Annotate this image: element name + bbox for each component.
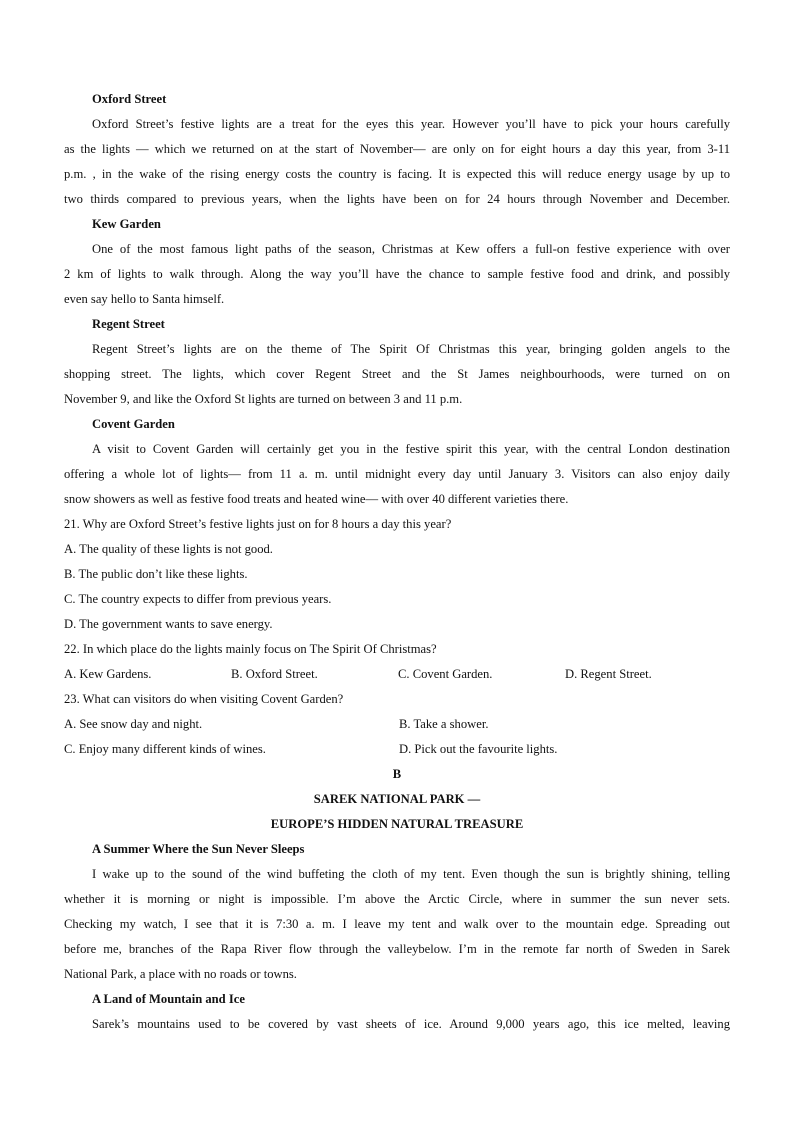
- paragraph-line: Checking my watch, I see that it is 7:30 a. m. I leave my tent and walk over to the mountain edge. Spreading out: [64, 917, 730, 931]
- heading-land-of-mountain-and-ice: A Land of Mountain and Ice: [92, 992, 245, 1006]
- paragraph-line: One of the most famous light paths of the season, Christmas at Kew offers a full-on festive experience with over: [92, 242, 730, 256]
- section-b-title-line-2: EUROPE’S HIDDEN NATURAL TREASURE: [270, 817, 524, 831]
- paragraph-line: snow showers as well as festive food treats and heated wine— with over 40 different varieties there.: [64, 492, 569, 506]
- question-22-option-c: C. Covent Garden.: [398, 667, 493, 681]
- question-23-option-d: D. Pick out the favourite lights.: [399, 742, 558, 756]
- paragraph-line: whether it is morning or night is impossible. I’m above the Arctic Circle, where in summer the sun never sets.: [64, 892, 730, 906]
- question-23-option-c: C. Enjoy many different kinds of wines.: [64, 742, 266, 756]
- question-21-option-b: B. The public don’t like these lights.: [64, 567, 248, 581]
- question-21-option-c: C. The country expects to differ from previous years.: [64, 592, 332, 606]
- heading-regent-street: Regent Street: [92, 317, 165, 331]
- question-21-option-d: D. The government wants to save energy.: [64, 617, 273, 631]
- paragraph-line: Oxford Street’s festive lights are a treat for the eyes this year. However you’ll have to pick your hours carefully: [92, 117, 730, 131]
- question-22-options: [64, 662, 730, 687]
- question-21-option-a: A. The quality of these lights is not good.: [64, 542, 273, 556]
- paragraph-line: two thirds compared to previous years, when the lights have been on for 24 hours through November and December.: [64, 192, 730, 206]
- heading-oxford-street: Oxford Street: [92, 92, 167, 106]
- document-page: [64, 87, 730, 1037]
- heading-covent-garden: Covent Garden: [92, 417, 175, 431]
- paragraph-line: Regent Street’s lights are on the theme of The Spirit Of Christmas this year, bringing golden angels to the: [92, 342, 730, 356]
- paragraph-line: Sarek’s mountains used to be covered by vast sheets of ice. Around 9,000 years ago, this ice melted, leaving: [92, 1017, 730, 1031]
- paragraph-line: A visit to Covent Garden will certainly get you in the festive spirit this year, with the central London destination: [92, 442, 730, 456]
- heading-summer: A Summer Where the Sun Never Sleeps: [92, 842, 305, 856]
- paragraph-line: National Park, a place with no roads or towns.: [64, 967, 297, 981]
- paragraph-line: before me, branches of the Rapa River flow through the valleybelow. I’m in the remote far north of Sweden in Sarek: [64, 942, 730, 956]
- question-22-option-b: B. Oxford Street.: [231, 667, 318, 681]
- question-22-option-a: A. Kew Gardens.: [64, 667, 152, 681]
- paragraph-line: p.m. , in the wake of the rising energy costs the country is facing. It is expected this will reduce energy usage by up to: [64, 167, 730, 181]
- paragraph-line: I wake up to the sound of the wind buffeting the cloth of my tent. Even though the sun is brightly shining, telling: [92, 867, 730, 881]
- paragraph-line: even say hello to Santa himself.: [64, 292, 225, 306]
- question-23-option-b: B. Take a shower.: [399, 717, 489, 731]
- question-23-options-row-1: [64, 712, 730, 737]
- question-23-option-a: A. See snow day and night.: [64, 717, 203, 731]
- question-22-stem: 22. In which place do the lights mainly focus on The Spirit Of Christmas?: [64, 642, 437, 656]
- paragraph-line: shopping street. The lights, which cover Regent Street and the St James neighbourhoods, were turned on on: [64, 367, 730, 381]
- section-b-label: B: [392, 767, 402, 781]
- question-22-option-d: D. Regent Street.: [565, 667, 652, 681]
- paragraph-line: as the lights — which we returned on at the start of November— are only on for eight hours a day this year, from 3-11: [64, 142, 730, 156]
- question-23-stem: 23. What can visitors do when visiting Covent Garden?: [64, 692, 344, 706]
- heading-kew-garden: Kew Garden: [92, 217, 161, 231]
- section-b-title-line-1: SAREK NATIONAL PARK —: [313, 792, 481, 806]
- paragraph-line: November 9, and like the Oxford St lights are turned on between 3 and 11 p.m.: [64, 392, 463, 406]
- paragraph-line: offering a whole lot of lights— from 11 a. m. until midnight every day until January 3. Visitors can also enjoy daily: [64, 467, 730, 481]
- question-21-stem: 21. Why are Oxford Street’s festive lights just on for 8 hours a day this year?: [64, 517, 452, 531]
- question-23-options-row-2: [64, 737, 730, 762]
- paragraph-line: 2 km of lights to walk through. Along the way you’ll have the chance to sample festive food and drink, and possibly: [64, 267, 730, 281]
